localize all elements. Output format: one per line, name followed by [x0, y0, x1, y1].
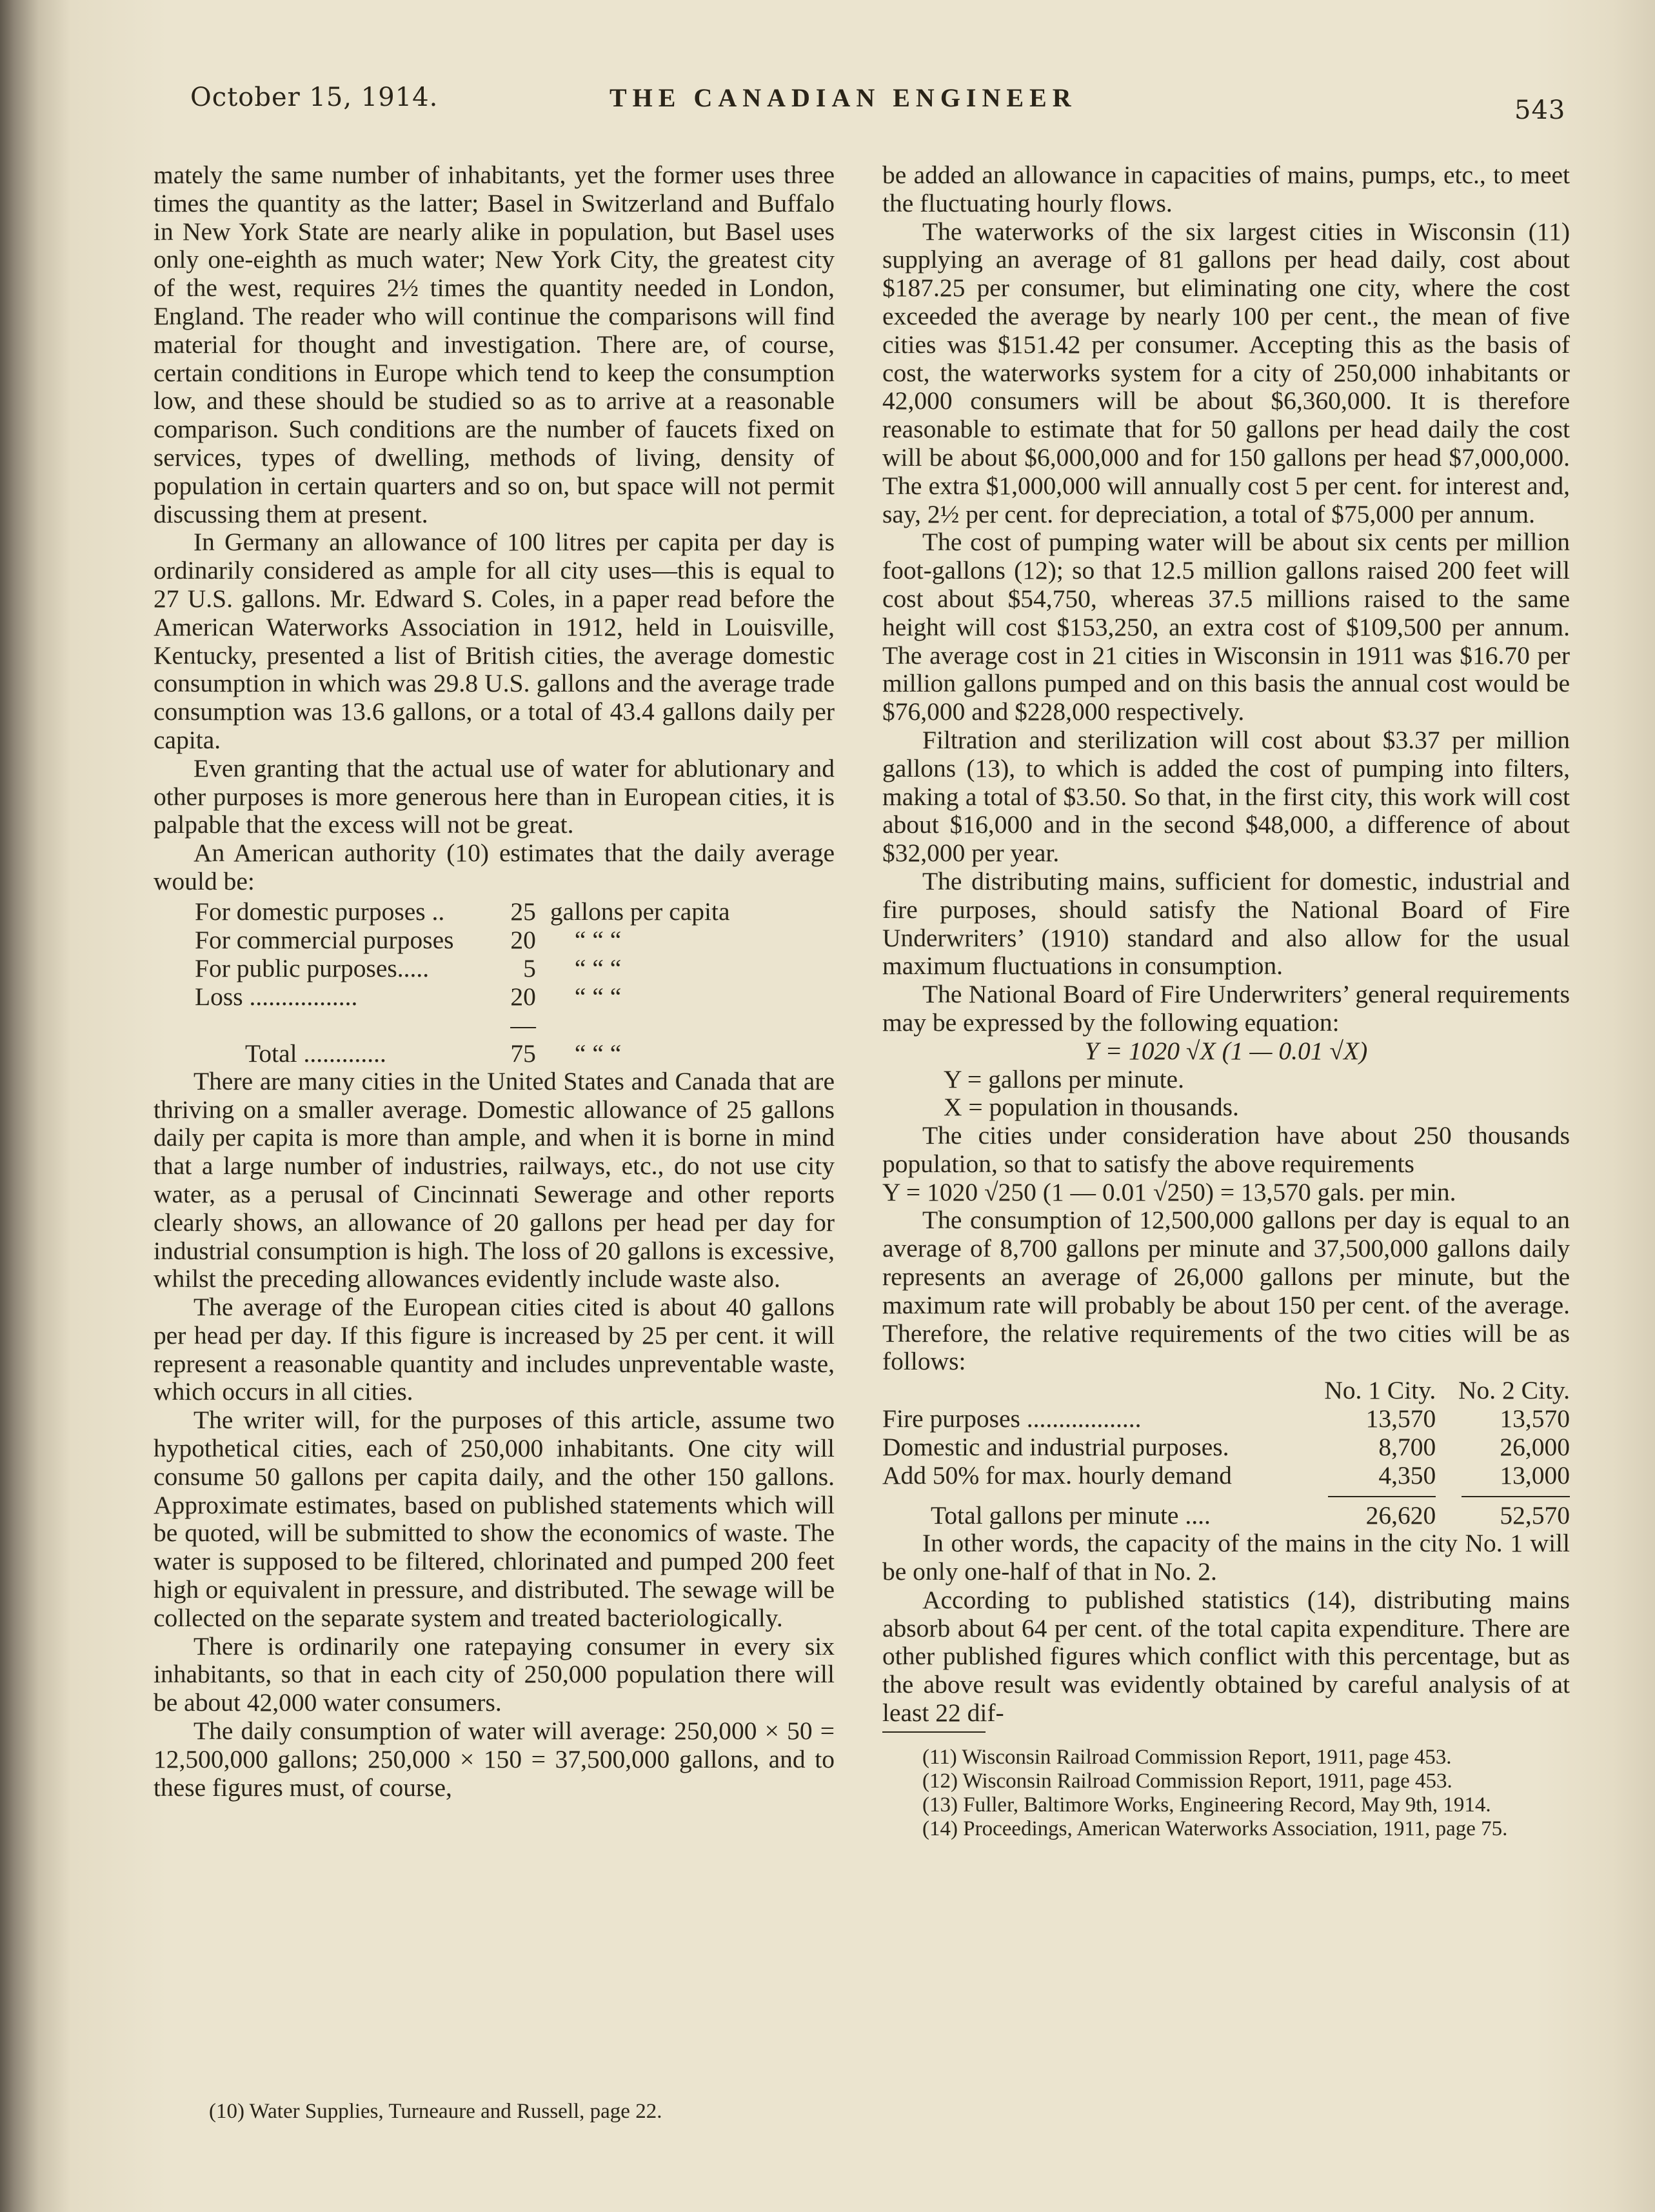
table-row	[882, 1433, 1570, 1461]
total-value: 26,620	[1365, 1501, 1436, 1530]
table-header-row	[882, 1376, 1570, 1404]
row-value: 13,000	[1500, 1461, 1570, 1490]
table-total-row	[195, 1039, 762, 1068]
paragraph: The distributing mains, sufficient for domestic, industrial and fire purposes, should satisfy the National Board of Fire Underwriters’ (1910) standard and also allow for the usual maximum fluctuations in consumption.	[882, 866, 1570, 981]
paragraph: The average of the European cities cited is about 40 gallons per head per day. If this figure is increased by 25 per cent. it will represent a reasonable quantity and includes unpreventable waste, which occurs in all cities.	[154, 1293, 835, 1406]
sum-dash: —	[510, 1010, 536, 1039]
journal-title: THE CANADIAN ENGINEER	[609, 83, 1077, 112]
paragraph: mately the same number of inhabitants, yet the former uses three times the quantity as the latter; Basel in Switzerland and Buffalo in New York State are nearly alike in population, but Basel uses only one-eighth as much water; New York City, the greatest city of the west, requires 2½ times the quantity needed in London, England. The reader who will continue the comparisons will find material for thought and investigation. There are, of course, certain conditions in Europe which tend to keep the consumption low, and these should be studied so as to arrive at a reasonable comparison. Such conditions are the number of faucets fixed on services, types of dwelling, methods of living, density of population in certain quarters and so on, but space will not permit discussing them at present.	[154, 161, 835, 528]
row-value: 20	[510, 982, 536, 1011]
paragraph: The waterworks of the six largest cities in Wisconsin (11) supplying an average of 81 gallons per head daily, cost about $187.25 per consumer, but eliminating one city, where the cost exceeded the average by nearly 100 per cent., the mean of five cities was $151.42 per consumer. Accepting this as the basis of cost, the waterworks system for a city of 250,000 inhabitants or 42,000 consumers will be about $6,360,000. It is therefore reasonable to estimate that for 50 gallons per head daily the cost will be about $6,000,000 and for 150 gallons per head $7,000,000. The extra $1,000,000 will annually cost 5 per cent. for interest and, say, 2½ per cent. for depreciation, a total of $75,000 per annum.	[882, 217, 1570, 528]
paragraph: The writer will, for the purposes of this article, assume two hypothetical cities, each of 250,000 inhabitants. One city will consume 50 gallons per capita daily, and the other 150 gallons. Approximate estimates, based on published statements which will be quoted, will be submitted to show the economics of waste. The water is supposed to be filtered, chlorinated and pumped 200 feet high or equivalent in pressure, and distributed. The sewage will be collected on the separate system and treated bacteriologically.	[154, 1406, 835, 1632]
paragraph: Even granting that the actual use of water for ablutionary and other purposes is more generous here than in European cities, it is palpable that the excess will not be great.	[154, 753, 835, 839]
row-label: For commercial purposes	[195, 925, 454, 954]
paragraph: There are many cities in the United States and Canada that are thriving on a smaller average. Domestic allowance of 25 gallons daily per capita is more than ample, and when it is borne in mind that a large number of industries, railways, etc., do not use city water, as a perusal of Cincinnati Sewerage and other reports clearly shows, an allowance of 20 gallons per head per day for industrial consumption is high. The loss of 20 gallons is excessive, whilst the preceding allowances evidently include waste also.	[154, 1066, 835, 1293]
header-cell: No. 2 City.	[1458, 1376, 1570, 1405]
paragraph: The cost of pumping water will be about six cents per million foot-gallons (12); so that 12.5 million gallons raised 200 feet will cost about $54,750, whereas 37.5 millions raised to the same height will cost $153,250, an extra cost of $109,500 per annum. The average cost in 21 cities in Wisconsin in 1911 was $16.70 per million gallons pumped and on this basis the annual cost would be $76,000 and $228,000 respectively.	[882, 528, 1570, 726]
row-label: Add 50% for max. hourly demand	[882, 1461, 1232, 1490]
row-label: Domestic and industrial purposes.	[882, 1433, 1229, 1462]
row-label: For domestic purposes ..	[195, 897, 445, 926]
total-unit: “ “ “	[574, 1039, 622, 1068]
row-value: 20	[510, 925, 536, 954]
row-value: 13,570	[1500, 1404, 1570, 1433]
table-row	[195, 982, 762, 1011]
total-value: 75	[510, 1039, 536, 1068]
row-value: 13,570	[1365, 1404, 1436, 1433]
total-label: Total .............	[245, 1039, 386, 1068]
table-total-row	[882, 1497, 1570, 1529]
footnote: (10) Water Supplies, Turneaure and Russell, page 22.	[209, 2100, 662, 2123]
row-unit: “ “ “	[574, 982, 622, 1011]
paragraph: The National Board of Fire Underwriters’ general requirements may be expressed by the following equation:	[882, 980, 1570, 1037]
header-cell: No. 1 City.	[1324, 1376, 1436, 1405]
consumption-table	[195, 897, 762, 1068]
row-value: 26,000	[1500, 1433, 1570, 1462]
row-label: Fire purposes ..................	[882, 1404, 1142, 1433]
definition-x: X = population in thousands.	[944, 1093, 1239, 1122]
total-value: 52,570	[1500, 1501, 1570, 1530]
row-unit: “ “ “	[574, 925, 622, 954]
table-row	[195, 1011, 762, 1039]
row-value: 8,700	[1378, 1433, 1436, 1462]
row-label: For public purposes.....	[195, 953, 430, 982]
table-row	[882, 1461, 1570, 1490]
row-value: 25	[510, 897, 536, 926]
left-footnotes	[169, 2100, 846, 2124]
paragraph: An American authority (10) estimates that the daily average would be:	[154, 839, 835, 895]
footnote: (12) Wisconsin Railroad Commission Report, 1911, page 453.	[922, 1769, 1452, 1793]
paragraph: The consumption of 12,500,000 gallons per day is equal to an average of 8,700 gallons per minute and 37,500,000 gallons daily represents an average of 26,000 gallons per minute, but the maximum rate will probably be about 150 per cent. of the average. Therefore, the relative requirements of the two cities will be as follows:	[882, 1206, 1570, 1376]
requirements-table	[882, 1376, 1570, 1529]
definition-y: Y = gallons per minute.	[944, 1064, 1184, 1093]
footnote-rule	[882, 1731, 986, 1733]
table-row	[195, 926, 762, 954]
paragraph: In other words, the capacity of the mains in the city No. 1 will be only one-half of that in No. 2.	[882, 1529, 1570, 1586]
paragraph: There is ordinarily one ratepaying consumer in every six inhabitants, so that in each city of 250,000 population there will be about 42,000 water consumers.	[154, 1631, 835, 1717]
table-row	[882, 1404, 1570, 1433]
row-unit: gallons per capita	[550, 897, 730, 926]
issue-date: October 15, 1914.	[190, 83, 439, 112]
row-label: Loss .................	[195, 982, 358, 1011]
footnote: (13) Fuller, Baltimore Works, Engineering Record, May 9th, 1914.	[922, 1793, 1491, 1817]
header-cell	[882, 1376, 1302, 1404]
paragraph: The cities under consideration have about 250 thousands population, so that to satisfy the above requirements	[882, 1121, 1570, 1178]
total-label: Total gallons per minute ....	[931, 1501, 1211, 1530]
paragraph: Filtration and sterilization will cost about $3.37 per million gallons (13), to which is added the cost of pumping into filters, making a total of $3.50. So that, in the first city, this work will cost about $16,000 and in the second $48,000, a difference of about $32,000 per year.	[882, 725, 1570, 868]
row-unit: “ “ “	[574, 953, 622, 982]
row-value: 5	[523, 953, 536, 982]
right-footnotes	[882, 1746, 1570, 1841]
row-value: 4,350	[1378, 1461, 1436, 1490]
paragraph: According to published statistics (14), distributing mains absorb about 64 per cent. of the total capita expenditure. There are other published figures which conflict with this percentage, but as the above result was evidently obtained by careful analysis of at least 22 dif-	[882, 1585, 1570, 1728]
footnote: (11) Wisconsin Railroad Commission Report, 1911, page 453.	[922, 1745, 1452, 1769]
page-number: 543	[1514, 95, 1566, 125]
table-rule-row	[882, 1490, 1570, 1497]
paragraph: The daily consumption of water will average: 250,000 × 50 = 12,500,000 gallons; 250,000 × 150 = 37,500,000 gallons, and to these figures must, of course,	[154, 1717, 835, 1802]
paragraph: be added an allowance in capacities of mains, pumps, etc., to meet the fluctuating hourly flows.	[882, 161, 1570, 217]
right-column	[882, 161, 1570, 1841]
left-column	[154, 161, 835, 1802]
paragraph: In Germany an allowance of 100 litres per capita per day is ordinarily considered as ample for all city uses—this is equal to 27 U.S. gallons. Mr. Edward S. Coles, in a paper read before the American Waterworks Association in 1912, held in Louisville, Kentucky, presented a list of British cities, the average domestic consumption in which was 29.8 U.S. gallons and the average trade consumption was 13.6 gallons, or a total of 43.4 gallons daily per capita.	[154, 528, 835, 754]
equation: Y = 1020 √X (1 — 0.01 √X)	[1084, 1036, 1368, 1065]
table-row	[195, 954, 762, 982]
table-row	[195, 897, 762, 926]
footnote: (14) Proceedings, American Waterworks Association, 1911, page 75.	[922, 1817, 1508, 1840]
equation-evaluated: Y = 1020 √250 (1 — 0.01 √250) = 13,570 gals. per min.	[882, 1177, 1456, 1206]
